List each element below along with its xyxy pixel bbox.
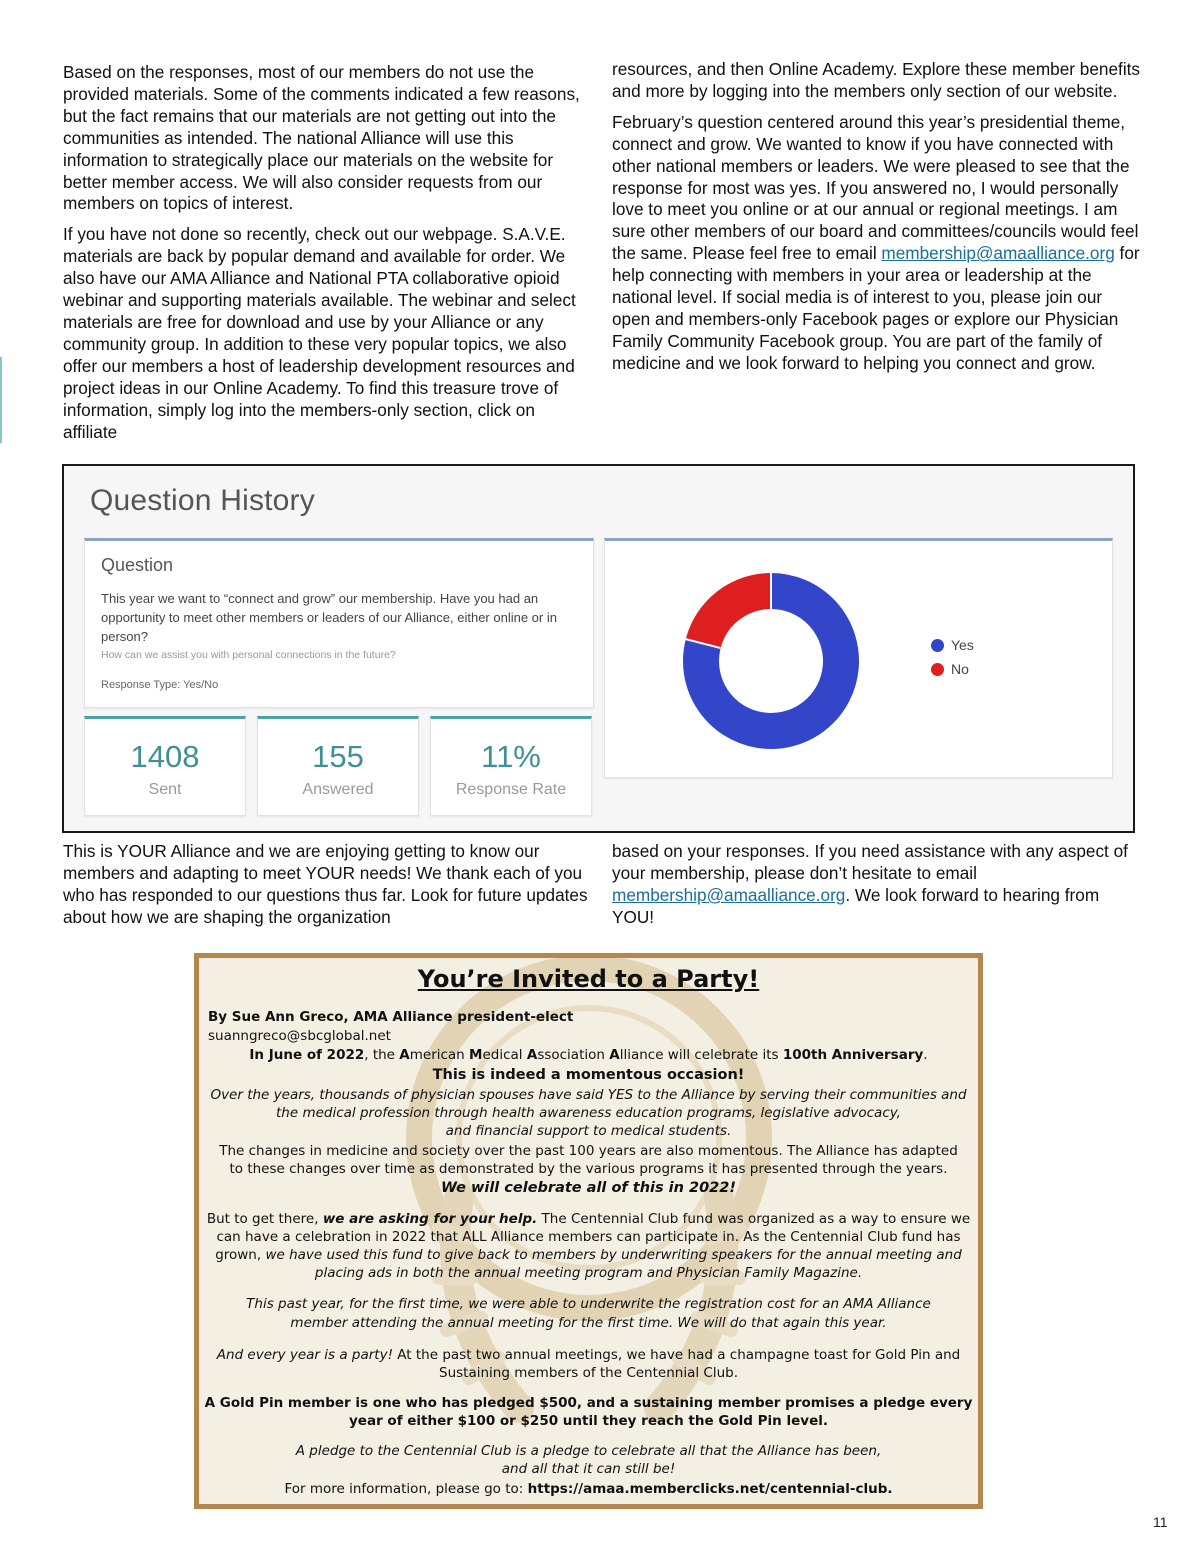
flyer-text: For more information, please go to: <box>284 1481 528 1497</box>
flyer-text: . <box>923 1047 928 1063</box>
flyer-text: , the <box>364 1047 400 1063</box>
flyer-text: A Gold Pin member is one who has pledged $500, and a sustaining member promises a pledge every <box>204 1395 973 1411</box>
margin-accent-bar <box>0 357 2 443</box>
flyer-text: and financial support to medical students. <box>445 1123 732 1139</box>
paragraph: This is YOUR Alliance and we are enjoying getting to know our members and adapting to meet YOUR needs! We thank each of you who has responded to our questions thus far. Look for future updates about how we are shaping the organization <box>63 841 588 927</box>
article-column-right-bottom <box>612 841 1142 938</box>
flyer-text: A pledge to the Centennial Club is a pledge to celebrate all that the Alliance has been, <box>295 1443 882 1459</box>
question-card <box>84 538 594 708</box>
flyer-text: A <box>399 1047 410 1063</box>
paragraph-text: February’s question centered around this year’s presidential theme, connect and grow. We wanted to know if you have connected with other national members or leaders. We were pleased to see that the response for most was yes. If you answered no, I would personally love to meet you online or at our annual or regional meetings. I am sure other members of our board and committees/councils would feel the same. Please feel free to email <box>612 111 1139 264</box>
flyer-text: edical <box>482 1047 527 1063</box>
flyer-text: At the past two annual meetings, we have had a champagne toast for Gold Pin and <box>393 1347 961 1363</box>
flyer-byline: By Sue Ann Greco, AMA Alliance president-elect <box>208 1009 574 1025</box>
stat-response-rate-label: Response Rate <box>455 781 567 798</box>
flyer-help-line <box>199 1210 978 1228</box>
article-column-right-top <box>612 59 1142 384</box>
response-type: Response Type: Yes/No <box>101 679 219 691</box>
flyer-text: placing ads in both the annual meeting program and Physician Family Magazine. <box>314 1265 863 1281</box>
flyer-text: Over the years, thousands of physician spouses have said YES to the Alliance by serving their communities and <box>210 1087 967 1103</box>
panel-title: Question History <box>90 484 315 517</box>
stat-answered-card <box>257 716 419 816</box>
paragraph: resources, and then Online Academy. Explore these member benefits and more by logging into the members only section of our website. <box>612 59 1141 101</box>
flyer-text: member attending the annual meeting for the first time. We will do that again this year. <box>290 1315 887 1331</box>
legend-swatch-yes <box>931 639 944 652</box>
centennial-club-link[interactable]: https://amaa.memberclicks.net/centennial-club. <box>527 1481 893 1497</box>
paragraph <box>612 112 1142 375</box>
legend-swatch-no <box>931 663 944 676</box>
article-column-left-top <box>63 62 591 452</box>
flyer-text: 100th Anniversary <box>782 1047 924 1063</box>
flyer-text: ssociation <box>537 1047 610 1063</box>
paragraph: Based on the responses, most of our members do not use the provided materials. Some of the comments indicated a few reasons, but the fact remains that our materials are not getting out into the communities as intended. The national Alliance will use this information to strategically place our materials on the website for better member access. We will also consider requests from our members on topics of interest. <box>63 62 580 214</box>
question-subtext: How can we assist you with personal connections in the future? <box>101 649 396 661</box>
flyer-text: The Centennial Club fund was organized as a way to ensure we <box>537 1211 971 1227</box>
flyer-text: year of either $100 or $250 until they reach the Gold Pin level. <box>349 1413 828 1429</box>
paragraph: If you have not done so recently, check out our webpage. S.A.V.E. materials are back by popular demand and available for order. We also have our AMA Alliance and National PTA collaborative opioid webinar and supporting materials available. The webinar and select materials are free for download and use by your Alliance or any community group. In addition to these very popular topics, we also offer our members a host of leadership development resources and project ideas in our Online Academy. To find this treasure trove of information, simply log into the members-only section, click on affiliate <box>63 224 576 442</box>
question-text: This year we want to “connect and grow” our membership. Have you had an opportunity to meet other members or leaders of our Alliance, either online or in person? <box>101 591 557 644</box>
flyer-text: can have a celebration in 2022 that ALL Alliance members can participate in. As the Centennial Club fund has <box>216 1229 961 1245</box>
flyer-text: we have used this fund to give back to members by underwriting speakers for the annual meeting and <box>265 1247 962 1263</box>
stat-answered-value: 155 <box>312 739 364 774</box>
flyer-title: You’re Invited to a Party! <box>417 965 760 993</box>
legend-item-no[interactable] <box>931 661 969 677</box>
flyer-momentous: This is indeed a momentous occasion! <box>432 1067 745 1083</box>
flyer-text: A <box>526 1047 538 1063</box>
stat-response-rate-value: 11% <box>481 739 541 774</box>
email-link[interactable]: membership@amaalliance.org <box>881 243 1115 264</box>
flyer-byline-email: suanngreco@sbcglobal.net <box>208 1028 391 1044</box>
flyer-text: the medical profession through health awareness education programs, legislative advocacy, <box>276 1105 901 1121</box>
flyer-text: But to get there, <box>206 1211 323 1227</box>
flyer-help-line-3 <box>199 1246 978 1264</box>
paragraph-text: for help connecting with members in your area or leadership at the national level. If social media is of interest to you, please join our open and members-only Facebook pages or explore our Physician Family Community Facebook group. You are part of the family of medicine and we look forward to helping you connect and grow. <box>612 243 1140 373</box>
flyer-info-line <box>199 1480 978 1498</box>
flyer-text: Sustaining members of the Centennial Club. <box>439 1365 738 1381</box>
article-column-left-bottom <box>63 841 591 938</box>
donut-chart <box>671 561 871 761</box>
donut-slice-no <box>703 591 771 644</box>
question-history-panel <box>62 464 1135 833</box>
flyer-text: The changes in medicine and society over the past 100 years are also momentous. The Alliance has adapted <box>219 1143 958 1159</box>
flyer-text: and all that it can still be! <box>501 1461 676 1477</box>
stat-sent-label: Sent <box>148 781 182 798</box>
flyer-text: grown, <box>215 1247 266 1263</box>
flyer-body <box>199 958 978 1504</box>
flyer-text: M <box>469 1047 483 1063</box>
flyer-text: we are asking for your help. <box>322 1211 538 1227</box>
stat-answered-label: Answered <box>302 781 374 798</box>
paragraph-text: based on your responses. If you need assistance with any aspect of your membership, please don’t hesitate to email <box>612 841 1128 883</box>
flyer-text: In June of 2022 <box>249 1047 365 1063</box>
flyer-text: And every year is a party! <box>216 1347 393 1363</box>
question-label: Question <box>101 555 174 575</box>
email-link[interactable]: membership@amaalliance.org <box>612 884 846 905</box>
flyer-text: A <box>609 1047 620 1063</box>
flyer-text: This past year, for the first time, we were able to underwrite the registration cost for an AMA Alliance <box>246 1296 931 1312</box>
flyer-text: merican <box>409 1047 470 1063</box>
chart-card <box>604 538 1113 778</box>
flyer-text: lliance will celebrate its <box>619 1047 783 1063</box>
flyer-anniversary-line <box>199 1046 978 1064</box>
flyer-text: to these changes over time as demonstrated by the various programs it has presented through the years. <box>229 1161 948 1177</box>
legend-item-yes[interactable] <box>931 637 974 653</box>
legend-label-yes: Yes <box>951 637 974 653</box>
flyer-party-line <box>199 1346 978 1364</box>
stat-sent-value: 1408 <box>130 739 200 774</box>
stat-response-rate-card <box>430 716 592 816</box>
flyer-celebrate: We will celebrate all of this in 2022! <box>441 1180 736 1196</box>
paragraph <box>612 841 1142 929</box>
stat-sent-card <box>84 716 246 816</box>
paragraph-text: . We look forward to hearing from YOU! <box>612 884 1100 927</box>
page-number: 11 <box>1153 1514 1168 1530</box>
party-invitation-flyer <box>194 953 983 1509</box>
legend-label-no: No <box>951 661 969 677</box>
